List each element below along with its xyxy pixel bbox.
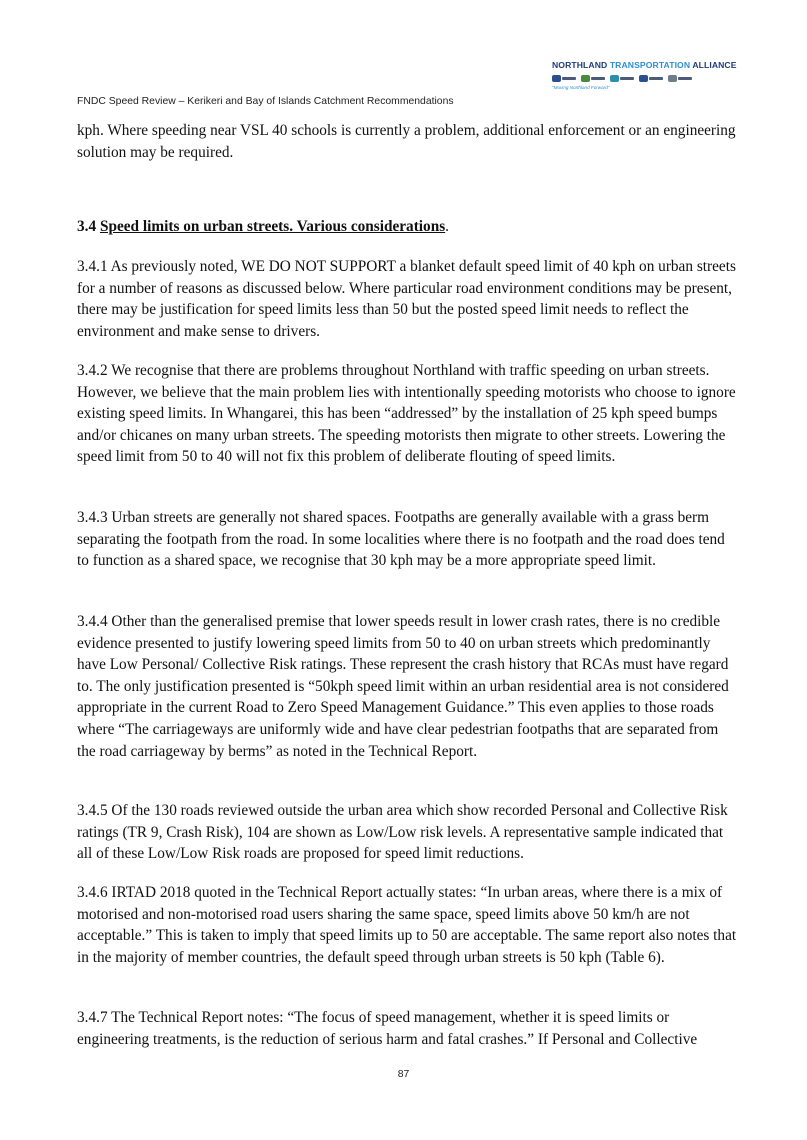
nz-transport-agency-logo-icon [668,75,692,82]
kaipara-district-council-logo-icon [581,75,605,82]
logo-title-part3: ALLIANCE [690,60,737,70]
paragraph-3-4-4: 3.4.4 Other than the generalised premise that lower speeds result in lower crash rates, there is no credible evidence presented to justify lowering speed limits from 50 to 40 on urban streets which predominantly have Low Personal/ Collective Risk ratings. These represent the crash history that RCAs must have regard to. The only justification presented is “50kph speed limit within an urban residential area is not considered appropriate in the current Road to Zero Speed Management Guidance.” This even applies to those roads where “The carriageways are uniformly wide and have clear pedestrian footpaths that are separated from the road carriageway by berms” as noted in the Technical Report. [77,613,729,760]
section-heading [77,216,449,238]
section-title: Speed limits on urban streets. Various considerations [99,218,446,235]
paragraph-3-4-7: 3.4.7 The Technical Report notes: “The focus of speed management, whether it is speed limits or engineering treatments, is the reduction of serious harm and fatal crashes.” If Personal and Collective [77,1009,698,1048]
section-number: 3.4 [77,218,97,235]
document-header-title: FNDC Speed Review – Kerikeri and Bay of Islands Catchment Recommendations [77,96,454,107]
paragraph-3-4-6: 3.4.6 IRTAD 2018 quoted in the Technical Report actually states: “In urban areas, where there is a mix of motorised and non-motorised road users sharing the same space, speed limits above 50 km/h are not acceptable.” This is taken to imply that speed limits up to 50 are acceptable. The same report also notes that in the majority of member countries, the default speed through urban streets is 50 kph (Table 6). [77,884,737,966]
logo-partner-row [552,72,724,84]
logo-title-part1: NORTHLAND [552,60,610,70]
logo-tagline: "Moving Northland Forward" [552,85,610,90]
section-title-suffix: . [445,218,449,235]
paragraph-3-4-1: 3.4.1 As previously noted, WE DO NOT SUPPORT a blanket default speed limit of 40 kph on urban streets for a number of reasons as discussed below. Where particular road environment conditions may be present, there may be justification for speed limits less than 50 but the posted speed limit needs to reflect the environment and make sense to drivers. [77,258,736,340]
page-number: 87 [397,1069,410,1080]
northland-regional-council-logo-icon [639,75,663,82]
paragraph-3-4-5: 3.4.5 Of the 130 roads reviewed outside the urban area which show recorded Personal and Collective Risk ratings (TR 9, Crash Risk), 104 are shown as Low/Low risk levels. A representative sample indicated that all of these Low/Low Risk roads are proposed for speed limit reductions. [77,802,728,863]
whangarei-district-council-logo-icon [610,75,634,82]
logo-title [552,60,737,70]
paragraph-3-4-3: 3.4.3 Urban streets are generally not shared spaces. Footpaths are generally available with a grass berm separating the footpath from the road. In some localities where there is no footpath and the road does tend to function as a shared space, we recognise that 30 kph may be a more appropriate speed limit. [77,509,725,570]
northland-transportation-alliance-logo [552,60,737,92]
paragraph-3-4-2: 3.4.2 We recognise that there are problems throughout Northland with traffic speeding on urban streets. However, we believe that the main problem lies with intentionally speeding motorists who choose to ignore existing speed limits. In Whangarei, this has been “addressed” by the installation of 25 kph speed bumps and/or chicanes on many urban streets. The speeding motorists then migrate to other streets. Lowering the speed limit from 50 to 40 will not fix this problem of deliberate flouting of speed limits. [77,362,736,466]
logo-title-part2: TRANSPORTATION [609,60,691,70]
paragraph-intro: kph. Where speeding near VSL 40 schools is currently a problem, additional enforcement or an engineering solution may be required. [77,122,736,161]
far-north-district-council-logo-icon [552,75,576,82]
